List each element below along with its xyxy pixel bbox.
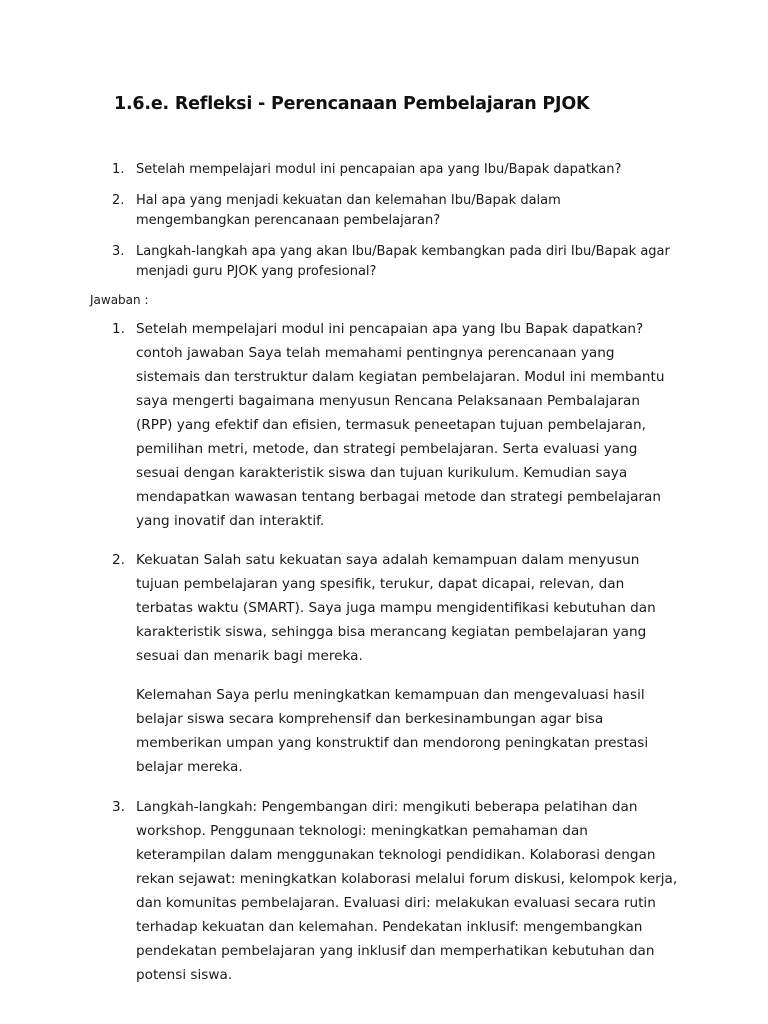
list-number: 2.	[112, 193, 125, 208]
answer-text: Setelah mempelajari modul ini pencapaian apa yang Ibu Bapak dapatkan? contoh jawaban Saya telah memahami pentingnya perencanaan yang sistemais dan terstruktur dalam kegiatan pembelajaran. Modul ini membantu saya mengerti bagaimana menyusun Rencana Pelaksanaan Pembalajaran (RPP) yang efektif dan efisien, termasuk peneetapan tujuan pembelajaran, pemilihan metri, metode, dan strategi pembelajaran. Serta evaluasi yang sesuai dengan karakteristik siswa dan tujuan kurikulum. Kemudian saya mendapatkan wawasan tentang berbagai metode dan strategi pembelajaran yang inovatif dan interaktif.	[136, 321, 665, 529]
answer-item	[112, 795, 678, 987]
answers-label: Jawaban :	[90, 293, 149, 307]
question-item	[112, 242, 672, 282]
page-title: 1.6.e. Refleksi - Perencanaan Pembelajaran PJOK	[114, 94, 590, 114]
list-number: 2.	[112, 552, 125, 568]
question-item	[112, 160, 672, 180]
answer-list	[112, 317, 678, 987]
question-text: Hal apa yang menjadi kekuatan dan kelemahan Ibu/Bapak dalam mengembangkan perencanaan pembelajaran?	[136, 193, 561, 228]
answer-text-weaknesses: Kelemahan Saya perlu meningkatkan kemampuan dan mengevaluasi hasil belajar siswa secara komprehensif dan berkesinambungan agar bisa memberikan umpan yang konstruktif dan mendorong peningkatan prestasi belajar mereka.	[136, 687, 649, 775]
list-number: 3.	[112, 799, 125, 815]
list-number: 1.	[112, 162, 125, 177]
answer-item	[112, 317, 678, 533]
answer-text: Langkah-langkah: Pengembangan diri: mengikuti beberapa pelatihan dan workshop. Penggunaan teknologi: meningkatkan pemahaman dan keterampilan dalam menggunakan teknologi pendidikan. Kolaborasi dengan rekan sejawat: meningkatkan kolaborasi melalui forum diskusi, kelompok kerja, dan komunitas pembelajaran. Evaluasi diri: melakukan evaluasi secara rutin terhadap kekuatan dan kelemahan. Pendekatan inklusif: mengembangkan pendekatan pembelajaran yang inklusif dan memperhatikan kebutuhan dan potensi siswa.	[136, 799, 678, 983]
list-number: 3.	[112, 244, 125, 259]
question-list	[112, 160, 672, 293]
list-number: 1.	[112, 321, 125, 337]
question-item	[112, 191, 672, 231]
answer-text-strengths: Kekuatan Salah satu kekuatan saya adalah kemampuan dalam menyusun tujuan pembelajaran yang spesifik, terukur, dapat dicapai, relevan, dan terbatas waktu (SMART). Saya juga mampu mengidentifikasi kebutuhan dan karakteristik siswa, sehingga bisa merancang kegiatan pembelajaran yang sesuai dan menarik bagi mereka.	[136, 552, 656, 664]
question-text: Setelah mempelajari modul ini pencapaian apa yang Ibu/Bapak dapatkan?	[136, 162, 622, 177]
question-text: Langkah-langkah apa yang akan Ibu/Bapak kembangkan pada diri Ibu/Bapak agar menjadi guru PJOK yang profesional?	[136, 244, 670, 279]
answer-item	[112, 548, 678, 779]
